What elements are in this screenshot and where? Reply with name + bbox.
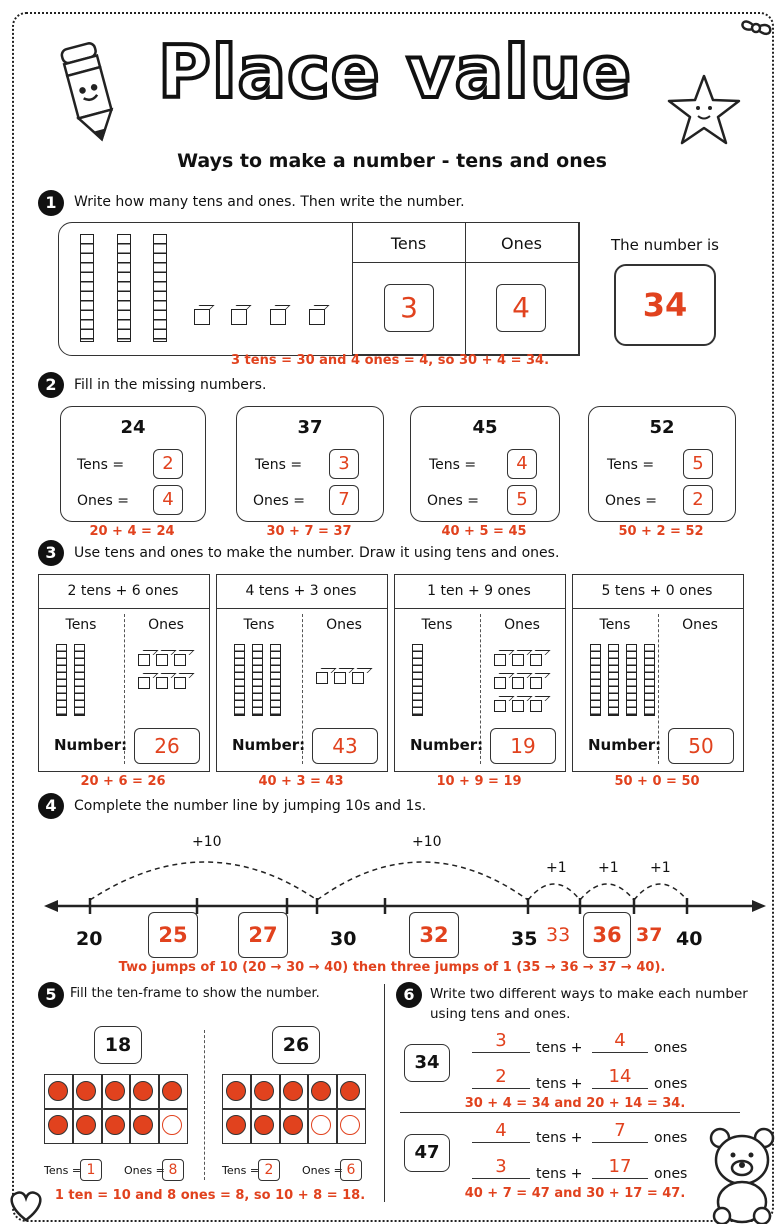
- jump-1-label: +1: [598, 860, 619, 876]
- q2-note: 40 + 5 = 45: [441, 524, 527, 539]
- counter-empty: [340, 1115, 360, 1135]
- one-cube: [231, 309, 247, 325]
- ten-rod: [252, 644, 263, 716]
- ones-header: Ones: [326, 617, 362, 633]
- one-cube: [174, 677, 186, 689]
- answer-line: [592, 1052, 648, 1053]
- ones-word: ones: [654, 1040, 688, 1056]
- one-cube: [530, 654, 542, 666]
- ones-answer-box[interactable]: 7: [329, 485, 359, 515]
- q2-note: 30 + 7 = 37: [266, 524, 352, 539]
- q2-card-4: [588, 406, 736, 522]
- jump-1-label: +1: [546, 860, 567, 876]
- one-cube: [334, 672, 346, 684]
- one-cube: [512, 700, 524, 712]
- tens-answer[interactable]: 4: [495, 1120, 507, 1141]
- counter-filled: [105, 1081, 125, 1101]
- counter-empty: [162, 1115, 182, 1135]
- one-cube: [512, 654, 524, 666]
- q1-explanation: 3 tens = 30 and 4 ones = 4, so 30 + 4 = 34.: [230, 353, 550, 368]
- counter-filled: [105, 1115, 125, 1135]
- ones-answer-box[interactable]: 5: [507, 485, 537, 515]
- ones-answer-box[interactable]: 4: [153, 485, 183, 515]
- ten-rod: [608, 644, 619, 716]
- star-icon: [664, 70, 744, 150]
- tick-label: 20: [76, 928, 103, 950]
- one-cube: [494, 654, 506, 666]
- tick-label: 35: [511, 928, 538, 950]
- question-4-instruction: Complete the number line by jumping 10s and 1s.: [74, 798, 427, 814]
- tens-header: Tens: [599, 617, 631, 633]
- q5-explanation: 1 ten = 10 and 8 ones = 8, so 10 + 8 = 18.: [54, 1188, 366, 1203]
- ones-answer[interactable]: 4: [614, 1030, 626, 1051]
- ones-answer-box[interactable]: 6: [340, 1159, 362, 1181]
- tens-label: Tens =: [77, 457, 125, 473]
- q3-note: 40 + 3 = 43: [258, 774, 344, 789]
- ten-rod: [74, 644, 85, 716]
- ones-label: Ones =: [253, 493, 305, 509]
- tens-header: Tens: [243, 617, 275, 633]
- tens-answer[interactable]: 2: [495, 1066, 507, 1087]
- number-line-answer: 33: [546, 924, 571, 946]
- question-5-number: 5: [38, 982, 64, 1008]
- tens-answer-box[interactable]: 2: [258, 1159, 280, 1181]
- counter-filled: [162, 1081, 182, 1101]
- ten-rod: [234, 644, 245, 716]
- one-cube: [512, 677, 524, 689]
- q2-card-number: 37: [297, 417, 323, 438]
- answer-line: [472, 1052, 530, 1053]
- ones-header: Ones: [501, 234, 542, 253]
- q3-note: 20 + 6 = 26: [80, 774, 166, 789]
- ones-word: ones: [654, 1130, 688, 1146]
- counter-filled: [340, 1081, 360, 1101]
- ones-label: Ones =: [124, 1164, 165, 1177]
- ones-answer-box[interactable]: 2: [683, 485, 713, 515]
- ten-rod: [590, 644, 601, 716]
- number-answer-box[interactable]: 26: [134, 728, 200, 764]
- number-line-answer-box[interactable]: 25: [148, 912, 198, 958]
- one-cube: [270, 309, 286, 325]
- ones-label: Ones =: [77, 493, 129, 509]
- ones-header: Ones: [682, 617, 718, 633]
- tick-label: 30: [330, 928, 357, 950]
- ones-label: Ones =: [302, 1164, 343, 1177]
- q2-card-number: 45: [472, 417, 498, 438]
- ones-label: Ones =: [427, 493, 479, 509]
- tick-label: 40: [676, 928, 703, 950]
- question-2-number: 2: [38, 372, 64, 398]
- q3-panel-title: 1 ten + 9 ones: [427, 583, 531, 599]
- ones-answer[interactable]: 14: [608, 1066, 632, 1087]
- number-line-answer-box[interactable]: 27: [238, 912, 288, 958]
- number-is-label: The number is: [611, 236, 719, 254]
- one-cube: [174, 654, 186, 666]
- q2-card-number: 52: [649, 417, 675, 438]
- tens-word: tens +: [536, 1076, 583, 1092]
- bow-icon: [734, 6, 778, 50]
- tens-label: Tens =: [607, 457, 655, 473]
- tens-word: tens +: [536, 1040, 583, 1056]
- tens-header: Tens: [421, 617, 453, 633]
- q2-card-1: [60, 406, 206, 522]
- question-2-instruction: Fill in the missing numbers.: [74, 377, 267, 393]
- divider: [216, 608, 387, 609]
- ten-rod: [153, 234, 167, 342]
- tens-answer[interactable]: 3: [495, 1030, 507, 1051]
- answer-line: [472, 1142, 530, 1143]
- number-line-answer: 37: [636, 924, 663, 946]
- q3-note: 10 + 9 = 19: [436, 774, 522, 789]
- one-cube: [194, 309, 210, 325]
- tens-label: Tens =: [44, 1164, 82, 1177]
- number-answer-box[interactable]: 43: [312, 728, 378, 764]
- q3-note: 50 + 0 = 50: [614, 774, 700, 789]
- tens-answer-box[interactable]: 4: [507, 449, 537, 479]
- one-cube: [156, 677, 168, 689]
- ten-rod: [80, 234, 94, 342]
- divider: [572, 608, 743, 609]
- q2-card-3: [410, 406, 560, 522]
- one-cube: [494, 677, 506, 689]
- ten-rod: [117, 234, 131, 342]
- number-label: Number:: [588, 736, 662, 754]
- tens-answer-box[interactable]: 5: [683, 449, 713, 479]
- number-line-answer-box[interactable]: 32: [409, 912, 459, 958]
- number-answer-box[interactable]: 50: [668, 728, 734, 764]
- question-1-instruction: Write how many tens and ones. Then write the number.: [74, 194, 465, 210]
- ten-rod: [56, 644, 67, 716]
- q3-panel-title: 4 tens + 3 ones: [245, 583, 357, 599]
- one-cube: [138, 677, 150, 689]
- jump-1-label: +1: [650, 860, 671, 876]
- ones-answer[interactable]: 7: [614, 1120, 626, 1141]
- question-3-instruction: Use tens and ones to make the number. Draw it using tens and ones.: [74, 545, 560, 561]
- number-label: Number:: [54, 736, 128, 754]
- number-answer-box[interactable]: 19: [490, 728, 556, 764]
- tens-label: Tens =: [429, 457, 477, 473]
- target-number-box: 26: [272, 1026, 320, 1064]
- answer-line: [592, 1088, 648, 1089]
- number-label: Number:: [410, 736, 484, 754]
- question-4-number: 4: [38, 793, 64, 819]
- ones-header: Ones: [148, 617, 184, 633]
- question-3-number: 3: [38, 540, 64, 566]
- jump-10-label: +10: [412, 834, 442, 850]
- one-cube: [530, 700, 542, 712]
- tens-answer-box[interactable]: 3: [329, 449, 359, 479]
- number-label: Number:: [232, 736, 306, 754]
- one-cube: [138, 654, 150, 666]
- divider: [38, 608, 209, 609]
- tens-word: tens +: [536, 1166, 583, 1182]
- counter-filled: [283, 1115, 303, 1135]
- tens-answer[interactable]: 3: [495, 1156, 507, 1177]
- q2-note: 20 + 4 = 24: [89, 524, 175, 539]
- ten-rod: [270, 644, 281, 716]
- page-title: Place value: [158, 30, 632, 114]
- tens-word: tens +: [536, 1130, 583, 1146]
- tens-answer-box[interactable]: 2: [153, 449, 183, 479]
- q4-explanation: Two jumps of 10 (20 → 30 → 40) then three jumps of 1 (35 → 36 → 37 → 40).: [118, 960, 666, 975]
- one-cube: [530, 677, 542, 689]
- counter-filled: [48, 1115, 68, 1135]
- divider: [394, 608, 565, 609]
- answer-line: [472, 1178, 530, 1179]
- one-cube: [309, 309, 325, 325]
- q6-note: 40 + 7 = 47 and 30 + 17 = 47.: [464, 1186, 686, 1201]
- q6-note: 30 + 4 = 34 and 20 + 14 = 34.: [464, 1096, 686, 1111]
- tens-label: Tens =: [255, 457, 303, 473]
- ones-answer-box[interactable]: 4: [496, 284, 546, 332]
- one-cube: [316, 672, 328, 684]
- teddy-bear-icon: [704, 1124, 780, 1224]
- ones-label: Ones =: [605, 493, 657, 509]
- number-line-answer-box[interactable]: 36: [583, 912, 631, 958]
- target-number-box: 47: [404, 1134, 450, 1172]
- pencil-icon: [52, 36, 132, 146]
- question-6-instruction: Write two different ways to make each number using tens and ones.: [430, 986, 748, 1022]
- number-answer-box[interactable]: 34: [614, 264, 716, 346]
- ten-rod: [626, 644, 637, 716]
- question-5-instruction: Fill the ten-frame to show the number.: [70, 986, 320, 1001]
- tens-header: Tens: [65, 617, 97, 633]
- counter-filled: [48, 1081, 68, 1101]
- target-number-box: 18: [94, 1026, 142, 1064]
- q3-panel-title: 5 tens + 0 ones: [601, 583, 713, 599]
- counter-filled: [283, 1081, 303, 1101]
- answer-line: [592, 1178, 648, 1179]
- q2-note: 50 + 2 = 52: [618, 524, 704, 539]
- ones-header: Ones: [504, 617, 540, 633]
- ones-word: ones: [654, 1166, 688, 1182]
- question-1-number: 1: [38, 190, 64, 216]
- tens-answer-box[interactable]: 3: [384, 284, 434, 332]
- counter-filled: [226, 1081, 246, 1101]
- q2-card-2: [236, 406, 384, 522]
- q3-panel-title: 2 tens + 6 ones: [67, 583, 179, 599]
- page-subtitle: Ways to make a number - tens and ones: [177, 150, 607, 172]
- ones-word: ones: [654, 1076, 688, 1092]
- one-cube: [352, 672, 364, 684]
- one-cube: [156, 654, 168, 666]
- ten-rod: [644, 644, 655, 716]
- counter-filled: [226, 1115, 246, 1135]
- one-cube: [494, 700, 506, 712]
- question-6-number: 6: [396, 982, 422, 1008]
- answer-line: [472, 1088, 530, 1089]
- ten-rod: [412, 644, 423, 716]
- tens-answer-box[interactable]: 1: [80, 1159, 102, 1181]
- tens-header: Tens: [390, 234, 427, 253]
- ones-answer-box[interactable]: 8: [162, 1159, 184, 1181]
- answer-line: [592, 1142, 648, 1143]
- q2-card-number: 24: [120, 417, 146, 438]
- tens-label: Tens =: [222, 1164, 260, 1177]
- ones-answer[interactable]: 17: [608, 1156, 632, 1177]
- target-number-box: 34: [404, 1044, 450, 1082]
- jump-10-label: +10: [192, 834, 222, 850]
